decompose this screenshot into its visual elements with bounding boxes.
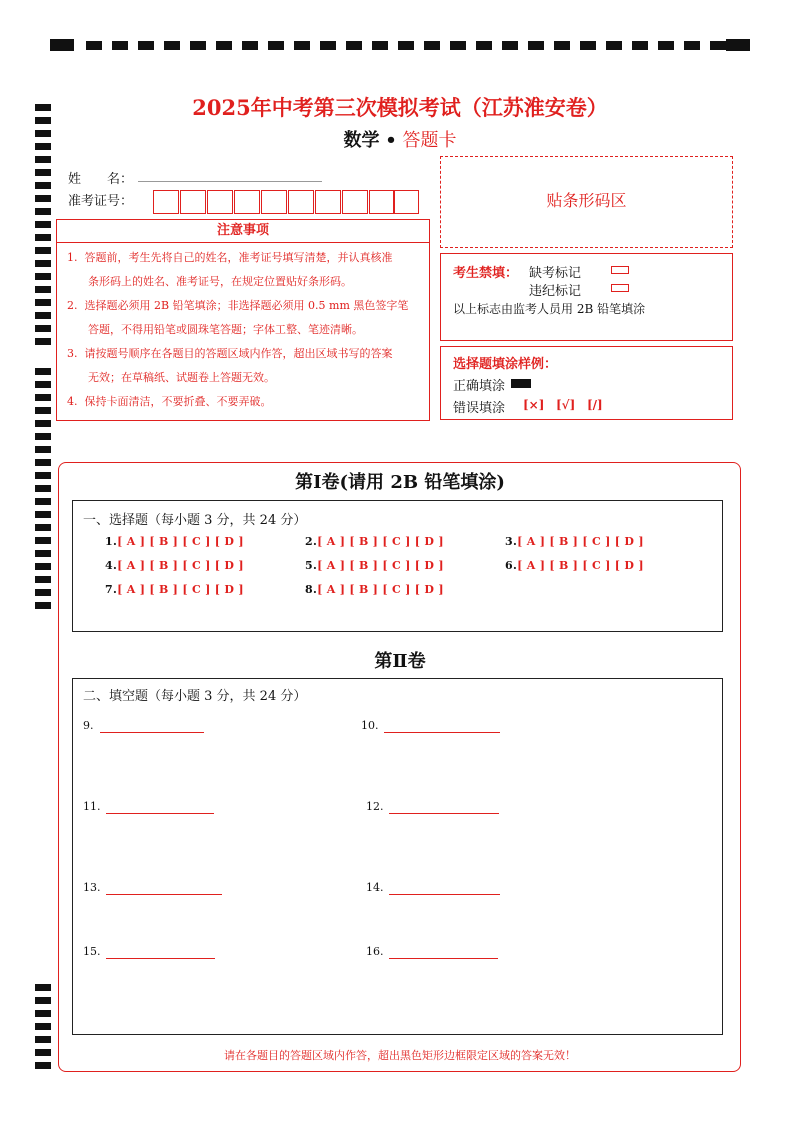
question-row[interactable] [105,559,244,572]
question-number: 4. [105,559,118,572]
notice-line: 无效；在草稿纸、试题卷上答题无效。 [67,371,275,384]
notice-line: 3. 请按题号顺序在各题目的答题区域内作答，超出区域书写的答案 [67,347,393,360]
question-row[interactable] [505,535,644,548]
question-row[interactable] [105,583,244,596]
option-bubbles[interactable]: [ A ] [ B ] [ C ] [ D ] [317,559,444,572]
forbidden-note: 以上标志由监考人员用 2B 铅笔填涂 [453,302,646,316]
question-row[interactable] [305,583,444,596]
choice-heading: 一、选择题（每小题 3 分，共 24 分） [83,513,307,528]
fill-sample-box [440,346,733,420]
option-bubbles[interactable]: [ A ] [ B ] [ C ] [ D ] [517,559,644,572]
violation-mark-box[interactable] [611,284,629,292]
answer-blank[interactable] [106,894,222,895]
blank-number: 14. [366,881,384,894]
option-bubbles[interactable]: [ A ] [ B ] [ C ] [ D ] [117,535,244,548]
option-bubbles[interactable]: [ A ] [ B ] [ C ] [ D ] [517,535,644,548]
forbidden-label: 考生禁填： [453,266,519,281]
wrong-mark: [√] [556,398,576,412]
part2-title: 第Ⅱ卷 [374,651,426,672]
name-label: 姓 名： [68,172,134,187]
blank-number: 16. [366,945,384,958]
question-row[interactable] [505,559,644,572]
blank-number: 11. [83,800,101,813]
question-row[interactable] [305,535,444,548]
absent-label: 缺考标记 [529,266,582,281]
answer-blank[interactable] [106,813,214,814]
card-label: 答题卡 [402,130,457,151]
blank-number: 10. [361,719,379,732]
option-bubbles[interactable]: [ A ] [ B ] [ C ] [ D ] [117,559,244,572]
correct-label: 正确填涂 [453,379,506,394]
notice-line: 答题，不得用铅笔或圆珠笔答题；字体工整、笔迹清晰。 [67,323,363,336]
footer-warning: 请在各题目的答题区域内作答，超出黑色矩形边框限定区域的答案无效！ [224,1049,576,1062]
subject-label: 数学 [343,130,380,151]
name-input-line[interactable] [138,181,322,182]
notice-line: 4. 保持卡面清洁，不要折叠、不要弄破。 [67,395,272,408]
forbidden-box [440,253,733,341]
question-number: 6. [505,559,518,572]
question-number: 3. [505,535,518,548]
barcode-area: 贴条形码区 [440,156,733,248]
absent-mark-box[interactable] [611,266,629,274]
question-number: 5. [305,559,318,572]
top-timing-marks [50,38,752,52]
blank-number: 12. [366,800,384,813]
blank-number: 13. [83,881,101,894]
option-bubbles[interactable]: [ A ] [ B ] [ C ] [ D ] [317,535,444,548]
part1-title: 第Ⅰ卷(请用 2B 铅笔填涂) [295,472,505,493]
answer-blank[interactable] [389,894,500,895]
wrong-label: 错误填涂 [453,401,506,416]
sample-label: 选择题填涂样例： [453,357,558,372]
fill-blank-heading: 二、填空题（每小题 3 分，共 24 分） [83,689,307,704]
blank-number: 9. [83,719,94,732]
notice-line: 1. 答题前，考生先将自己的姓名，准考证号填写清楚，并认真核准 [67,251,393,264]
notice-line: 条形码上的姓名、准考证号，在规定位置贴好条形码。 [67,275,352,288]
question-number: 8. [305,583,318,596]
exam-subtitle [0,126,800,152]
fill-blank-section [72,678,723,1035]
choice-section [72,500,723,632]
violation-label: 违纪标记 [529,284,582,299]
wrong-mark: [×] [523,398,545,412]
exam-title: 2025年中考第三次模拟考试（江苏淮安卷） [192,95,608,120]
question-number: 7. [105,583,118,596]
answer-blank[interactable] [106,958,215,959]
notice-heading: 注意事项 [57,220,429,243]
question-number: 2. [305,535,318,548]
subtitle-dot: • [385,130,397,151]
notice-box [56,219,430,421]
option-bubbles[interactable]: [ A ] [ B ] [ C ] [ D ] [117,583,244,596]
question-number: 1. [105,535,118,548]
answer-blank[interactable] [389,813,499,814]
correct-fill-mark [511,379,531,388]
question-row[interactable] [305,559,444,572]
answer-blank[interactable] [389,958,498,959]
question-row[interactable] [105,535,244,548]
option-bubbles[interactable]: [ A ] [ B ] [ C ] [ D ] [317,583,444,596]
notice-line: 2. 选择题必须用 2B 铅笔填涂；非选择题必须用 0.5 mm 黑色签字笔 [67,299,409,312]
blank-number: 15. [83,945,101,958]
notice-body [67,246,423,414]
id-label: 准考证号： [68,194,134,209]
answer-blank[interactable] [100,732,204,733]
wrong-mark: [/] [587,398,603,412]
answer-blank[interactable] [384,732,500,733]
